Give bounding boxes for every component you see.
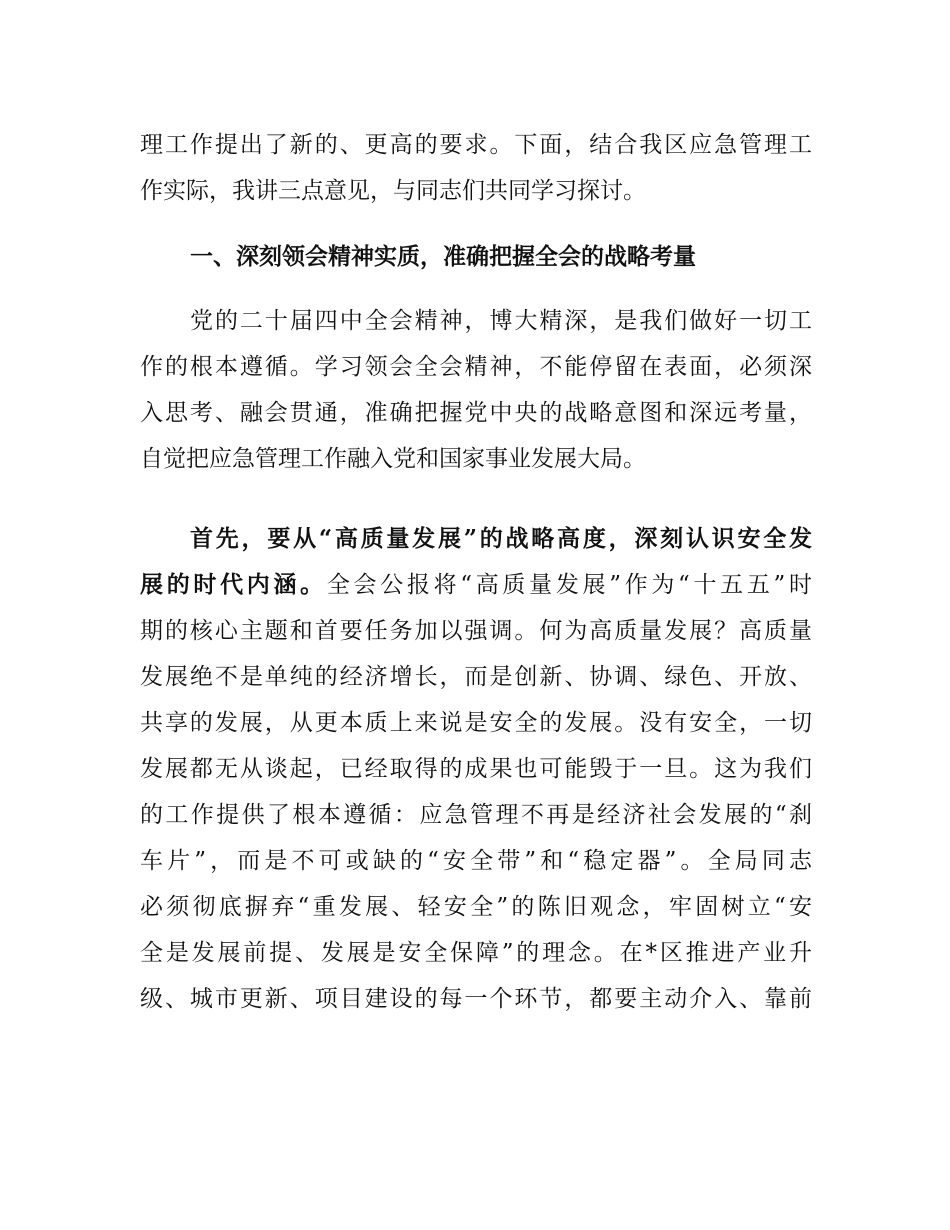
paragraph-1	[140, 298, 812, 482]
bold-lead-tail: 展的时代内涵。	[140, 571, 327, 598]
text-line	[140, 562, 812, 608]
text-segment: 全会公报将“高质量发展”作为“十五五”时	[326, 572, 812, 598]
bold-lead-line: 首先，要从“高质量发展”的战略高度，深刻认识安全发	[190, 525, 812, 552]
document-page	[140, 122, 812, 1022]
text-line: 全是发展前提、发展是安全保障”的理念。在*区推进产业升	[140, 940, 812, 966]
text-line: 车片”，而是不可或缺的“安全带”和“稳定器”。全局同志	[140, 848, 812, 874]
text-line: 自觉把应急管理工作融入党和国家事业发展大局。	[140, 446, 646, 472]
text-line: 入思考、融会贯通，准确把握党中央的战略意图和深远考量，	[140, 400, 812, 426]
text-line: 发展都无从谈起，已经取得的成果也可能毁于一旦。这为我们	[140, 756, 812, 782]
text-line: 作实际，我讲三点意见，与同志们共同学习探讨。	[140, 178, 646, 204]
text-line: 作的根本遵循。学习领会全会精神，不能停留在表面，必须深	[140, 354, 812, 380]
section-heading: 一、深刻领会精神实质，准确把握全会的战略考量	[190, 243, 696, 270]
text-line: 发展绝不是单纯的经济增长，而是创新、协调、绿色、开放、	[140, 664, 812, 690]
text-line: 共享的发展，从更本质上来说是安全的发展。没有安全，一切	[140, 710, 812, 736]
text-line: 的工作提供了根本遵循：应急管理不再是经济社会发展的“刹	[140, 802, 812, 828]
text-line: 党的二十届四中全会精神，博大精深，是我们做好一切工	[190, 308, 812, 334]
text-line: 级、城市更新、项目建设的每一个环节，都要主动介入、靠前	[140, 986, 812, 1012]
text-line: 必须彻底摒弃“重发展、轻安全”的陈旧观念，牢固树立“安	[140, 894, 812, 920]
intro-paragraph	[140, 122, 812, 214]
text-line: 期的核心主题和首要任务加以强调。何为高质量发展？高质量	[140, 618, 812, 644]
text-line: 理工作提出了新的、更高的要求。下面，结合我区应急管理工	[140, 132, 812, 158]
paragraph-2	[140, 516, 812, 1022]
